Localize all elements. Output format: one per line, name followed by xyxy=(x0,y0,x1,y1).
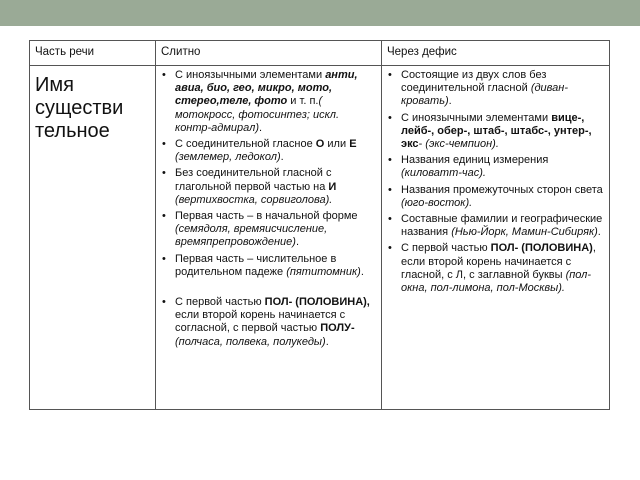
header-part-of-speech: Часть речи xyxy=(30,41,156,66)
hyphen-rules-cell xyxy=(382,66,610,410)
rule-text-run: . xyxy=(295,236,300,249)
rule-text-run: Первая часть – числительное в родительном падеже xyxy=(175,252,337,278)
rule-text-run: (пятитомник) xyxy=(286,265,361,278)
rule-text-run: (диван-кровать) xyxy=(401,82,569,108)
rule-text-run: С иноязычными элементами xyxy=(401,111,552,124)
rule-text-run: Названия единиц измерения xyxy=(401,154,549,167)
part-of-speech-cell: Имя существи тельное xyxy=(30,66,156,410)
list-item xyxy=(175,296,376,349)
rule-text-run: - xyxy=(418,138,426,151)
rule-text-run: ( мотокросс, фотосинтез; искл. контр-адмирал) xyxy=(175,95,340,134)
rule-text-run: С первой частью xyxy=(175,296,265,309)
hyphen-rules-list xyxy=(387,69,604,295)
rule-text-run: Названия промежуточных сторон света xyxy=(401,183,603,196)
rule-text-run: Первая часть – в начальной форме xyxy=(175,210,358,223)
rule-text-run: Е xyxy=(349,138,357,151)
rule-text-run: , если второй корень начинается с гласной, с Л, с заглавной буквы xyxy=(401,242,596,281)
list-item xyxy=(401,213,604,239)
rule-text-run: . xyxy=(280,151,284,164)
rule-text-run: Составные фамилии и географические названия xyxy=(401,213,603,239)
together-rules-list xyxy=(161,69,376,349)
header-together: Слитно xyxy=(156,41,382,66)
rule-text-run: (землемер, ледокол) xyxy=(175,151,281,164)
rule-text-run: О xyxy=(315,138,325,151)
list-item xyxy=(175,69,376,135)
list-item xyxy=(175,138,376,164)
list-item xyxy=(401,154,604,180)
together-rules-cell xyxy=(156,66,382,410)
rule-text-run: Без соединительной гласной с глагольной первой частью на xyxy=(175,167,332,193)
rule-text-run: . xyxy=(325,335,329,348)
rule-text-run: (киловатт-час). xyxy=(401,167,486,180)
rule-text-run: . xyxy=(597,226,601,239)
slide-top-bar xyxy=(0,0,640,26)
rule-text-run: вице-, лейб-, обер-, штаб-, штабс-, унтер-, экс xyxy=(401,111,592,151)
rule-text-run: Состоящие из двух слов без соединительной гласной xyxy=(401,69,547,95)
rule-text-run: (экс-чемпион). xyxy=(425,138,499,151)
header-hyphen: Через дефис xyxy=(382,41,610,66)
rule-text-run: . xyxy=(259,121,263,134)
rule-text-run: ПОЛУ- xyxy=(320,322,355,335)
rule-text-run: если второй корень начинается с согласной, с первой частью xyxy=(175,309,346,335)
rule-text-run: или xyxy=(324,138,350,151)
rule-text-run: С иноязычными элементами xyxy=(175,69,326,81)
rule-text-run: (вертихвостка, сорвиголова). xyxy=(175,193,333,206)
list-item xyxy=(175,167,376,207)
rule-text-run: И xyxy=(328,180,337,193)
rule-text-run: (пол-окна, пол-лимона, пол-Москвы). xyxy=(401,268,592,295)
list-item xyxy=(401,242,604,295)
spelling-rules-table xyxy=(29,40,610,410)
list-item xyxy=(401,69,604,109)
rule-text-run: ПОЛ- (ПОЛОВИНА), xyxy=(264,296,370,309)
rule-text-run: анти, авиа, био, гео, микро, мото, стерео,теле, фото xyxy=(175,69,358,108)
list-item xyxy=(175,210,376,250)
table-row xyxy=(30,66,610,410)
table-header-row xyxy=(30,41,610,66)
rule-text-run: (юго-восток). xyxy=(401,196,473,209)
list-item xyxy=(401,184,604,210)
rule-text-run: (полчаса, полвека, полукеды) xyxy=(175,335,326,348)
rule-text-run: и т. п. xyxy=(287,95,319,108)
rule-text-run: (семядоля, времяисчисление, времяпрепровождение) xyxy=(175,223,328,249)
rule-text-run: (Нью-Йорк, Мамин-Сибиряк) xyxy=(451,226,598,239)
list-item xyxy=(175,253,376,279)
rule-text-run: С соединительной гласное xyxy=(175,138,316,151)
list-item xyxy=(401,112,604,152)
rule-text-run: . xyxy=(448,95,452,108)
rule-text-run: . xyxy=(360,265,364,278)
rule-text-run: ПОЛ- (ПОЛОВИНА) xyxy=(490,242,593,255)
rule-text-run: С первой частью xyxy=(401,242,491,255)
